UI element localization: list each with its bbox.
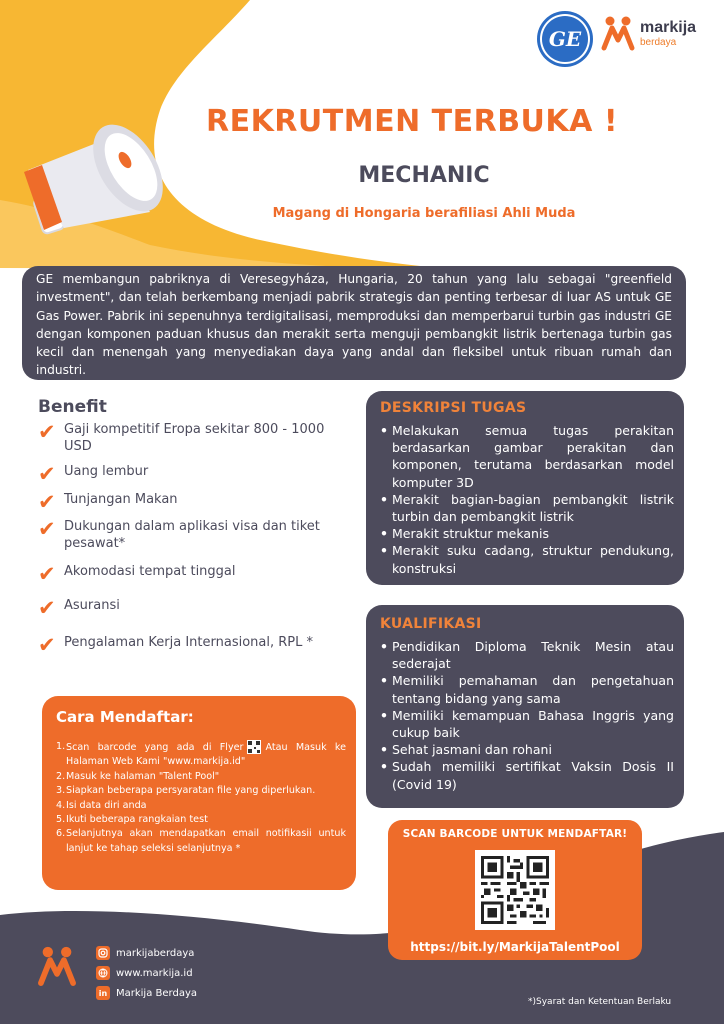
markija-logo (600, 14, 696, 54)
terms-note: *)Syarat dan Ketentuan Berlaku (528, 997, 672, 1007)
step-item: 6. Selanjutnya akan mendapatkan email notifikasii untuk lanjut ke tahap seleksi selanjutnya * (56, 828, 346, 854)
cara-mendaftar-title: Cara Mendaftar: (56, 708, 194, 726)
step-item: 1. Scan barcode yang ada di Flyer Atau Masuk ke Halaman Web Kami "www.markija.id" (56, 741, 346, 768)
deskripsi-tugas-card (366, 391, 684, 585)
step-item: 3. Siapkan beberapa persyaratan file yang diperlukan. (56, 785, 316, 797)
list-item: • Sehat jasmani dan rohani (380, 742, 552, 758)
instagram-row[interactable] (96, 946, 194, 960)
benefit-item (38, 633, 338, 657)
benefit-text: Uang lembur (64, 464, 149, 479)
benefit-text: Pengalaman Kerja Internasional, RPL * (64, 635, 313, 650)
markija-name: markija (640, 19, 697, 36)
check-icon: ✔ (38, 517, 56, 541)
website-row[interactable] (96, 966, 193, 980)
tagline: Magang di Hongaria berafiliasi Ahli Muda (272, 206, 576, 221)
markija-footer-logo-icon (36, 944, 78, 990)
qr-code[interactable] (475, 850, 555, 930)
benefit-item (38, 490, 338, 514)
website-link: www.markija.id (116, 967, 193, 979)
linkedin-icon: in (96, 986, 110, 1000)
kualifikasi-title: KUALIFIKASI (380, 616, 482, 632)
position-title: MECHANIC (358, 163, 490, 188)
benefit-text: Asuransi (64, 598, 120, 613)
list-item: • Memiliki pemahaman dan pengetahuan tentang bidang yang sama (380, 673, 674, 706)
markija-logo-icon (600, 14, 636, 54)
benefit-item (38, 596, 338, 620)
instagram-handle: markijaberdaya (116, 947, 195, 959)
step-item: 4. Isi data diri anda (56, 799, 147, 811)
list-item: • Sudah memiliki sertifikat Vaksin Dosis II (Covid 19) (380, 759, 674, 792)
check-icon: ✔ (38, 633, 56, 657)
markija-sub: berdaya (640, 37, 677, 48)
benefit-item (38, 421, 338, 455)
step-item: 5. Ikuti beberapa rangkaian test (56, 814, 208, 826)
benefit-text: Tunjangan Makan (64, 492, 178, 507)
check-icon: ✔ (38, 562, 56, 586)
benefit-item (38, 462, 338, 486)
benefit-text: Akomodasi tempat tinggal (64, 564, 236, 579)
qr-code-icon (247, 740, 261, 754)
step-item: 2. Masuk ke halaman "Talent Pool" (56, 770, 220, 782)
scan-barcode-card (388, 820, 642, 960)
scan-url-link[interactable]: https://bit.ly/MarkijaTalentPool (410, 940, 620, 954)
kualifikasi-list (380, 638, 674, 793)
benefit-text: Dukungan dalam aplikasi visa dan tiket pesawat* (64, 519, 320, 551)
list-item: • Melakukan semua tugas perakitan berdasarkan gambar perakitan dan komponen, terutama berdasarkan model komputer 3D (380, 423, 674, 490)
check-icon: ✔ (38, 420, 56, 444)
globe-icon (96, 966, 110, 980)
cara-mendaftar-steps (56, 740, 346, 856)
list-item: • Merakit struktur mekanis (380, 526, 549, 542)
qr-code-image (481, 856, 549, 924)
benefit-item (38, 562, 338, 586)
cara-mendaftar-card (42, 696, 356, 890)
page-title: REKRUTMEN TERBUKA ! (205, 104, 619, 139)
list-item: • Pendidikan Diploma Teknik Mesin atau sederajat (380, 639, 674, 672)
ge-logo: GE (540, 14, 590, 64)
kualifikasi-card (366, 605, 684, 808)
list-item: • Merakit bagian-bagian pembangkit listrik turbin dan pembangkit listrik (380, 491, 674, 525)
list-item: • Merakit suku cadang, struktur pendukung, konstruksi (380, 543, 674, 576)
linkedin-row[interactable] (96, 986, 197, 1000)
check-icon: ✔ (38, 490, 56, 514)
instagram-icon (96, 946, 110, 960)
deskripsi-tugas-title: DESKRIPSI TUGAS (380, 400, 527, 416)
linkedin-name: Markija Berdaya (116, 987, 197, 999)
check-icon: ✔ (38, 596, 56, 620)
list-item: • Memiliki kemampuan Bahasa Inggris yang cukup baik (380, 707, 674, 741)
benefit-item (38, 518, 338, 552)
deskripsi-tugas-list (380, 422, 674, 577)
intro-paragraph: GE membangun pabriknya di Veresegyháza, Hungaria, 20 tahun yang lalu sebagai "greenfield investment", dan telah berkembang menjadi pabrik strategis dan penting terbesar di luar AS untuk GE Gas Power. Pabrik ini sepenuhnya terdigitalisasi, memproduksi dan memperbarui turbin gas industri GE dengan komponen paduan khusus dan merakit serta menguji pembangkit listrik bertenaga turbin gas kecil dan menengah yang menyediakan daya yang andal dan fleksibel untuk ribuan rumah dan industri. (22, 266, 686, 380)
benefit-text: Gaji kompetitif Eropa sekitar 800 - 1000 USD (64, 422, 325, 454)
scan-title: SCAN BARCODE UNTUK MENDAFTAR! (402, 828, 628, 840)
check-icon: ✔ (38, 462, 56, 486)
benefit-heading: Benefit (38, 397, 107, 417)
